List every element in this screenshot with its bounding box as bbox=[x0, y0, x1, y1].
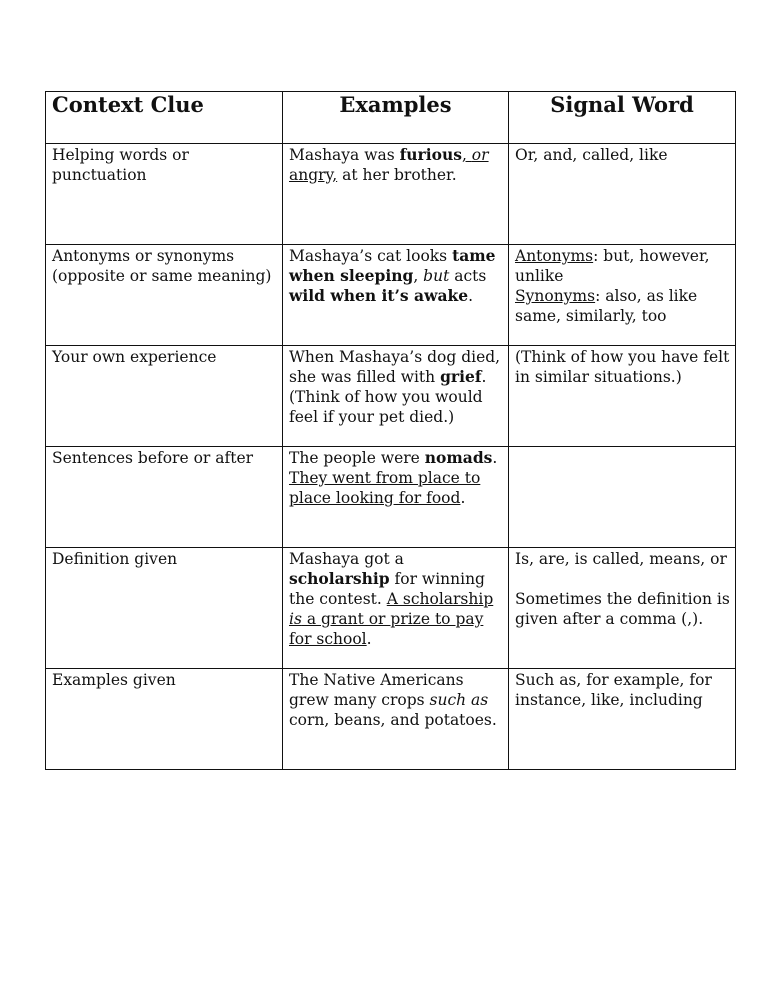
signal-word-segment: Sometimes the definition is given after a comma (,). bbox=[515, 590, 730, 628]
example-segment: . bbox=[460, 489, 466, 507]
example-segment: is bbox=[289, 610, 302, 628]
context-clue-cell bbox=[46, 346, 283, 447]
paragraph-gap bbox=[515, 569, 730, 589]
table-row bbox=[46, 144, 736, 245]
example-segment: They went from place to place looking for food bbox=[289, 469, 481, 507]
example-cell bbox=[283, 548, 509, 669]
signal-word-cell bbox=[509, 346, 736, 447]
example-segment: or bbox=[471, 146, 489, 164]
example-segment: angry, bbox=[289, 166, 338, 184]
signal-word-segment: Is, are, is called, means, or bbox=[515, 550, 727, 568]
table-row bbox=[46, 669, 736, 770]
context-clue-cell bbox=[46, 669, 283, 770]
context-clue-cell bbox=[46, 548, 283, 669]
example-segment: Mashaya’s cat looks bbox=[289, 247, 453, 265]
example-segment: tame when sleeping bbox=[289, 246, 496, 285]
signal-word-cell bbox=[509, 669, 736, 770]
example-segment: Mashaya was bbox=[289, 146, 400, 164]
example-segment: . bbox=[468, 287, 474, 305]
context-clue-text: Antonyms or synonyms (opposite or same meaning) bbox=[52, 247, 272, 285]
context-clue-text: Helping words or punctuation bbox=[52, 146, 189, 184]
header-row bbox=[46, 92, 736, 144]
example-segment: . (Think of how you would feel if your pet died.) bbox=[289, 368, 487, 426]
context-clue-text: Sentences before or after bbox=[52, 449, 254, 467]
example-segment: When Mashaya’s dog died, she was filled with bbox=[289, 348, 501, 386]
example-segment: grief bbox=[440, 367, 482, 386]
signal-word-segment: : also, as like same, similarly, too bbox=[515, 287, 698, 325]
example-segment: The Native Americans grew many crops bbox=[289, 671, 464, 709]
example-segment: nomads bbox=[424, 448, 493, 467]
table-row bbox=[46, 548, 736, 669]
header-examples: Examples bbox=[283, 92, 509, 144]
table-body bbox=[46, 144, 736, 770]
header-context-clue: Context Clue bbox=[46, 92, 283, 144]
example-segment: at her brother. bbox=[337, 166, 457, 184]
context-clue-cell bbox=[46, 245, 283, 346]
context-clue-text: Your own experience bbox=[52, 348, 217, 366]
header-signal-word: Signal Word bbox=[509, 92, 736, 144]
signal-word-cell bbox=[509, 144, 736, 245]
signal-word-segment: Synonyms bbox=[515, 287, 596, 305]
signal-word-segment: : but, however, unlike bbox=[515, 247, 710, 285]
example-segment: , bbox=[413, 267, 424, 285]
example-segment: Mashaya got a bbox=[289, 550, 404, 568]
example-cell bbox=[283, 447, 509, 548]
signal-word-cell bbox=[509, 447, 736, 548]
context-clue-cell bbox=[46, 144, 283, 245]
table-row bbox=[46, 447, 736, 548]
signal-word-segment: Or, and, called, like bbox=[515, 146, 668, 164]
table-row bbox=[46, 346, 736, 447]
example-cell bbox=[283, 245, 509, 346]
signal-word-segment: Such as, for example, for instance, like, including bbox=[515, 671, 712, 709]
signal-word-cell bbox=[509, 548, 736, 669]
example-segment: . bbox=[492, 449, 498, 467]
example-segment: for winning the contest. bbox=[289, 570, 485, 608]
example-segment: wild when it’s awake bbox=[289, 286, 469, 305]
signal-word-cell bbox=[509, 245, 736, 346]
example-cell bbox=[283, 669, 509, 770]
example-segment: The people were bbox=[289, 449, 425, 467]
table-row bbox=[46, 245, 736, 346]
example-segment: corn, beans, and potatoes. bbox=[289, 711, 497, 729]
example-cell bbox=[283, 144, 509, 245]
context-clue-text: Examples given bbox=[52, 671, 176, 689]
example-segment: A scholarship bbox=[386, 590, 494, 608]
context-clue-text: Definition given bbox=[52, 550, 178, 568]
example-cell bbox=[283, 346, 509, 447]
example-segment: such as bbox=[429, 691, 489, 709]
example-segment: , bbox=[461, 146, 472, 164]
context-clue-cell bbox=[46, 447, 283, 548]
signal-word-segment: (Think of how you have felt in similar situations.) bbox=[515, 348, 730, 386]
example-segment: . bbox=[366, 630, 372, 648]
example-segment: furious bbox=[399, 145, 462, 164]
example-segment: scholarship bbox=[289, 569, 390, 588]
example-segment: acts bbox=[449, 267, 487, 285]
example-segment: but bbox=[423, 267, 450, 285]
signal-word-segment: Antonyms bbox=[515, 247, 594, 265]
context-clue-table bbox=[45, 91, 736, 770]
example-segment: a grant or prize to pay for school bbox=[289, 610, 484, 648]
